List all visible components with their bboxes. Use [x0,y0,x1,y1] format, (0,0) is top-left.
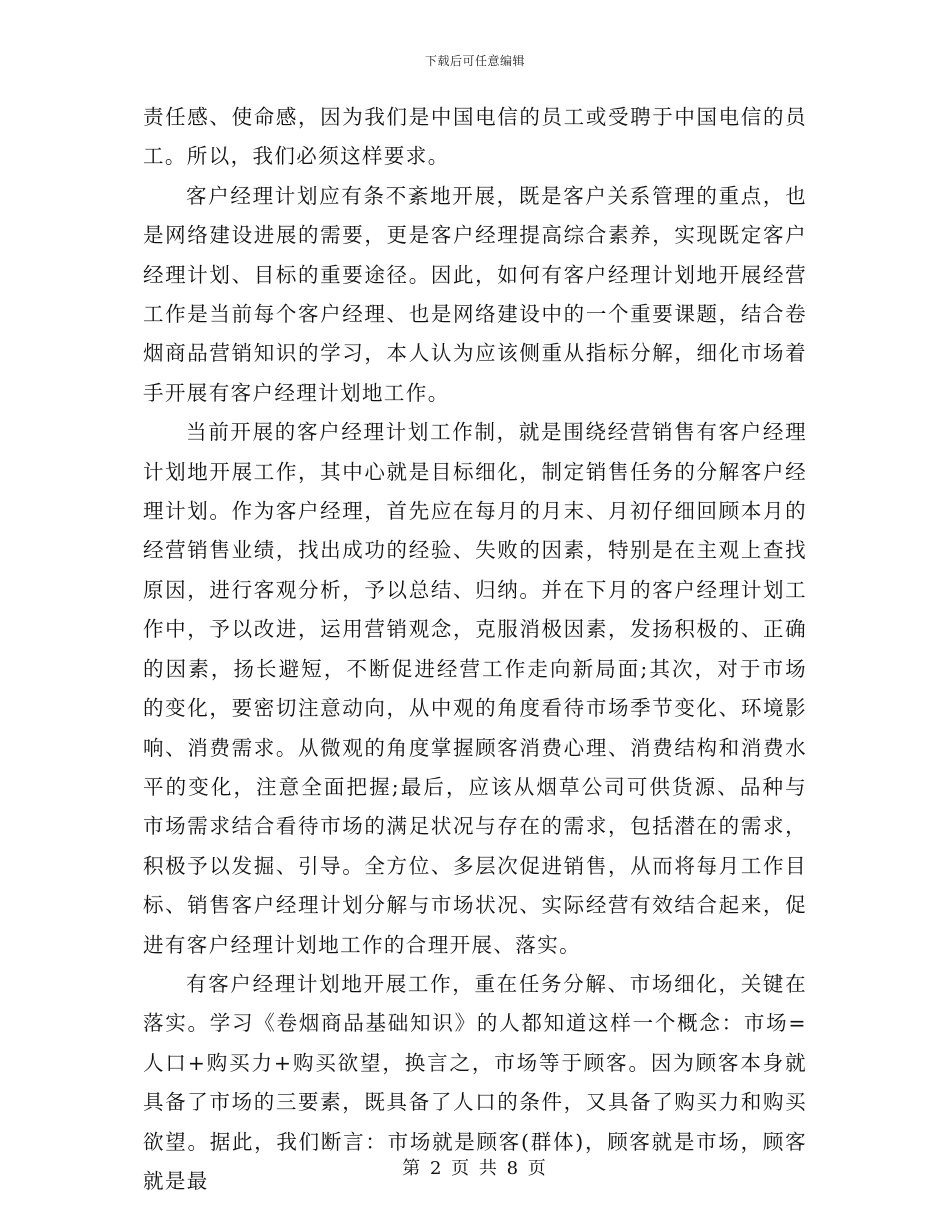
paragraph-3: 当前开展的客户经理计划工作制，就是围绕经营销售有客户经理计划地开展工作，其中心就是目标细化，制定销售任务的分解客户经理计划。作为客户经理，首先应在每月的月末、月初仔细回顾本月的经营销售业绩，找出成功的经验、失败的因素，特别是在主观上查找原因，进行客观分析，予以总结、归纳。并在下月的客户经理计划工作中，予以改进，运用营销观念，克服消极因素，发扬积极的、正确的因素，扬长避短，不断促进经营工作走向新局面;其次，对于市场的变化，要密切注意动向，从中观的角度看待市场季节变化、环境影响、消费需求。从微观的角度掌握顾客消费心理、消费结构和消费水平的变化，注意全面把握;最后，应该从烟草公司可供货源、品种与市场需求结合看待市场的满足状况与存在的需求，包括潜在的需求，积极予以发掘、引导。全方位、多层次促进销售，从而将每月工作目标、销售客户经理计划分解与市场状况、实际经营有效结合起来，促进有客户经理计划地工作的合理开展、落实。 [143,420,807,957]
paragraph-1: 责任感、使命感，因为我们是中国电信的员工或受聘于中国电信的员工。所以，我们必须这样要求。 [143,105,807,169]
page-header-note: 下载后可任意编辑 [424,54,525,68]
page-number: 第 2 页 共 8 页 [402,1158,548,1179]
paragraph-2: 客户经理计划应有条不紊地开展，既是客户关系管理的重点，也是网络建设进展的需要，更是客户经理提高综合素养，实现既定客户经理计划、目标的重要途径。因此，如何有客户经理计划地开展经营工作是当前每个客户经理、也是网络建设中的一个重要课题，结合卷烟商品营销知识的学习，本人认为应该侧重从指标分解，细化市场着手开展有客户经理计划地工作。 [143,183,807,405]
paragraph-4: 有客户经理计划地开展工作，重在任务分解、市场细化，关键在落实。学习《卷烟商品基础知识》的人都知道这样一个概念：市场=人口+购买力+购买欲望，换言之，市场等于顾客。因为顾客本身就具备了市场的三要素，既具备了人口的条件，又具备了购买力和购买欲望。据此，我们断言：市场就是顾客(群体)，顾客就是市场，顾客就是最 [143,971,807,1193]
document-body [143,98,807,1201]
